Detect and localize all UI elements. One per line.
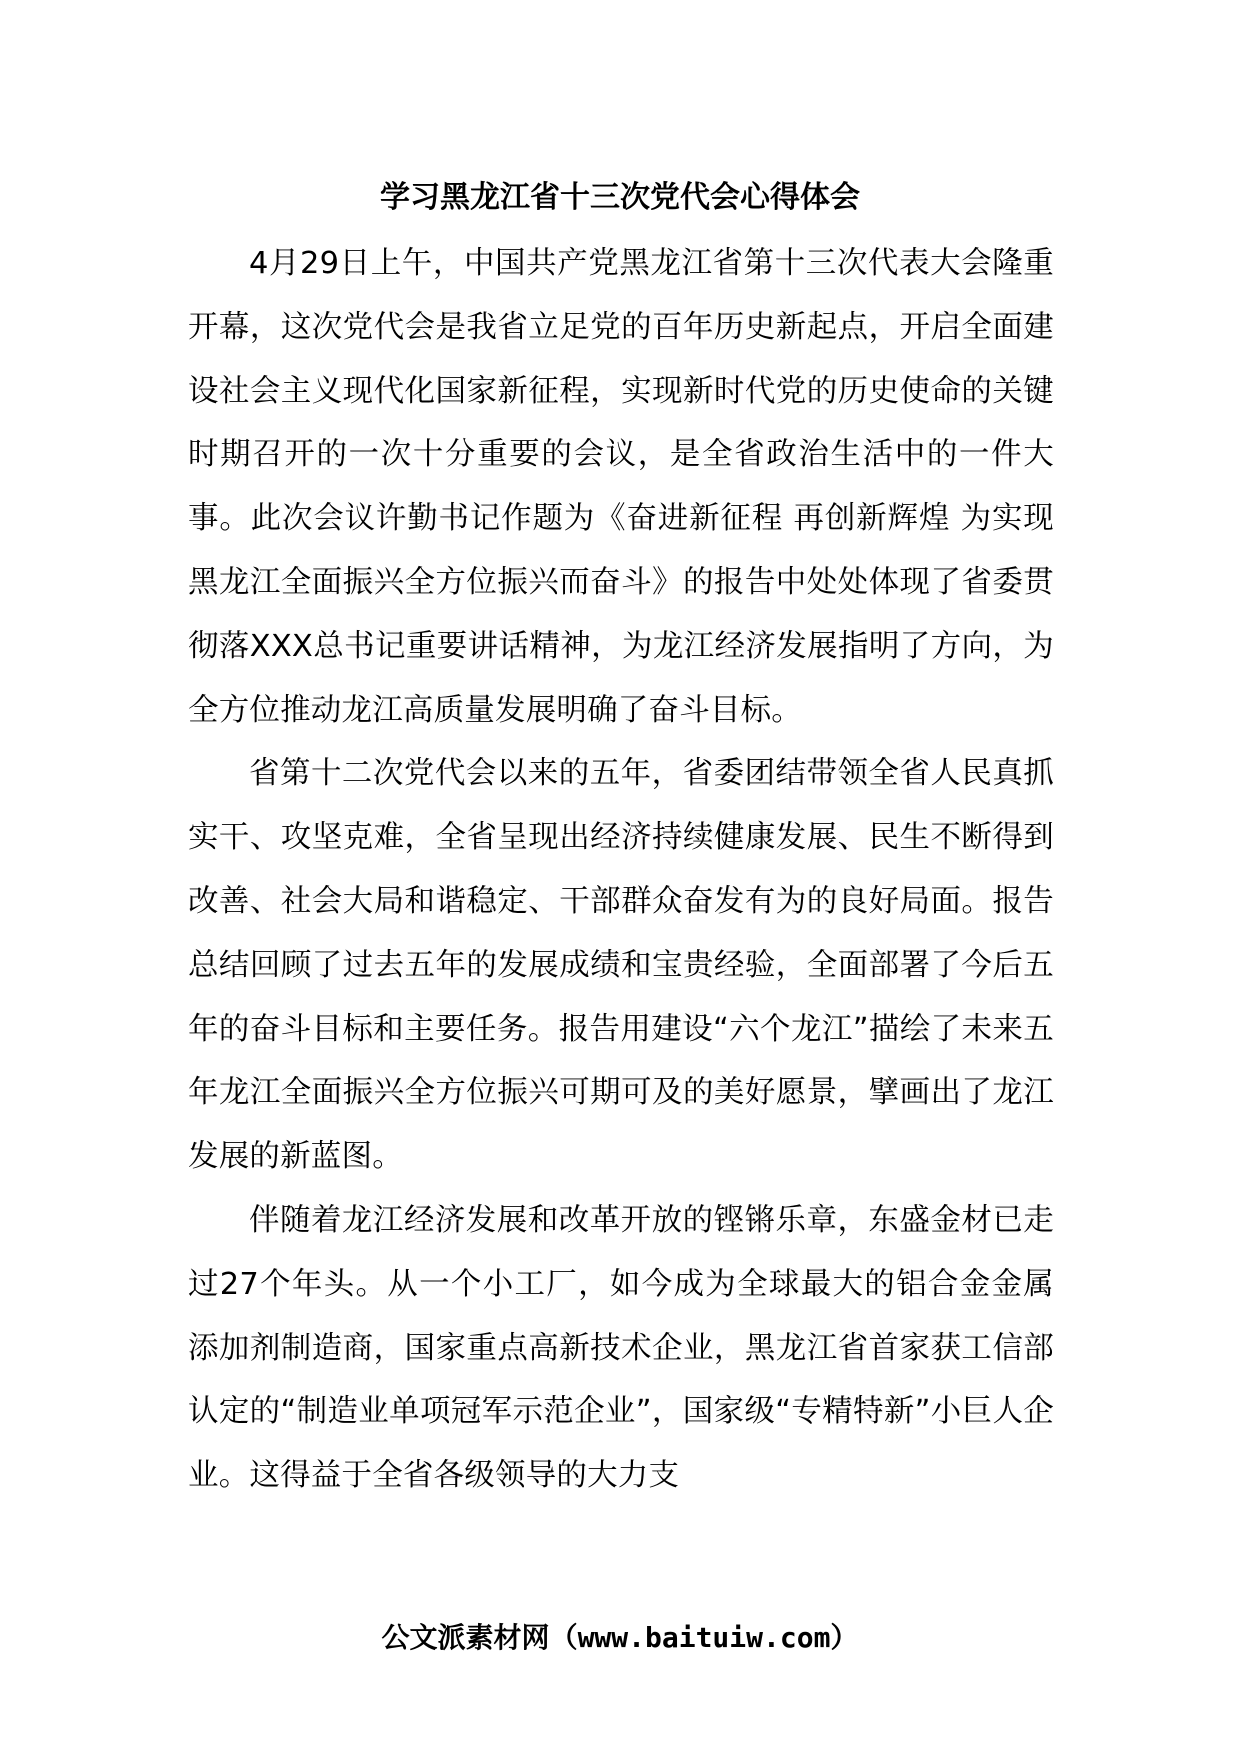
paragraph-1: 4月29日上午，中国共产党黑龙江省第十三次代表大会隆重开幕，这次党代会是我省立足党的百年历史新起点，开启全面建设社会主义现代化国家新征程，实现新时代党的历史使命的关键时期召开的一次十分重要的会议，是全省政治生活中的一件大事。此次会议许勤书记作题为《奋进新征程 再创新辉煌 为实现黑龙江全面振兴全方位振兴而奋斗》的报告中处处体现了省委贯彻落XXX总书记重要讲话精神，为龙江经济发展指明了方向，为全方位推动龙江高质量发展明确了奋斗目标。 <box>188 246 1054 728</box>
footer-site-name: 公文派素材网 <box>381 1621 550 1654</box>
footer-site-url: （www.baituiw.com） <box>549 1621 859 1654</box>
paragraph-3: 伴随着龙江经济发展和改革开放的铿锵乐章，东盛金材已走过27个年头。从一个小工厂，如今成为全球最大的铝合金金属添加剂制造商，国家重点高新技术企业，黑龙江省首家获工信部认定的“制造业单项冠军示范企业”，国家级“专精特新”小巨人企业。这得益于全省各级领导的大力支 <box>188 1202 1054 1494</box>
paragraph-2: 省第十二次党代会以来的五年，省委团结带领全省人民真抓实干、攻坚克难，全省呈现出经济持续健康发展、民生不断得到改善、社会大局和谐稳定、干部群众奋发有为的良好局面。报告总结回顾了过去五年的发展成绩和宝贵经验，全面部署了今后五年的奋斗目标和主要任务。报告用建设“六个龙江”描绘了未来五年龙江全面振兴全方位振兴可期可及的美好愿景，擘画出了龙江发展的新蓝图。 <box>188 756 1054 1175</box>
footer-watermark <box>188 1608 1052 1668</box>
document-title: 学习黑龙江省十三次党代会心得体会 <box>380 180 860 215</box>
document-body <box>188 232 1054 1508</box>
